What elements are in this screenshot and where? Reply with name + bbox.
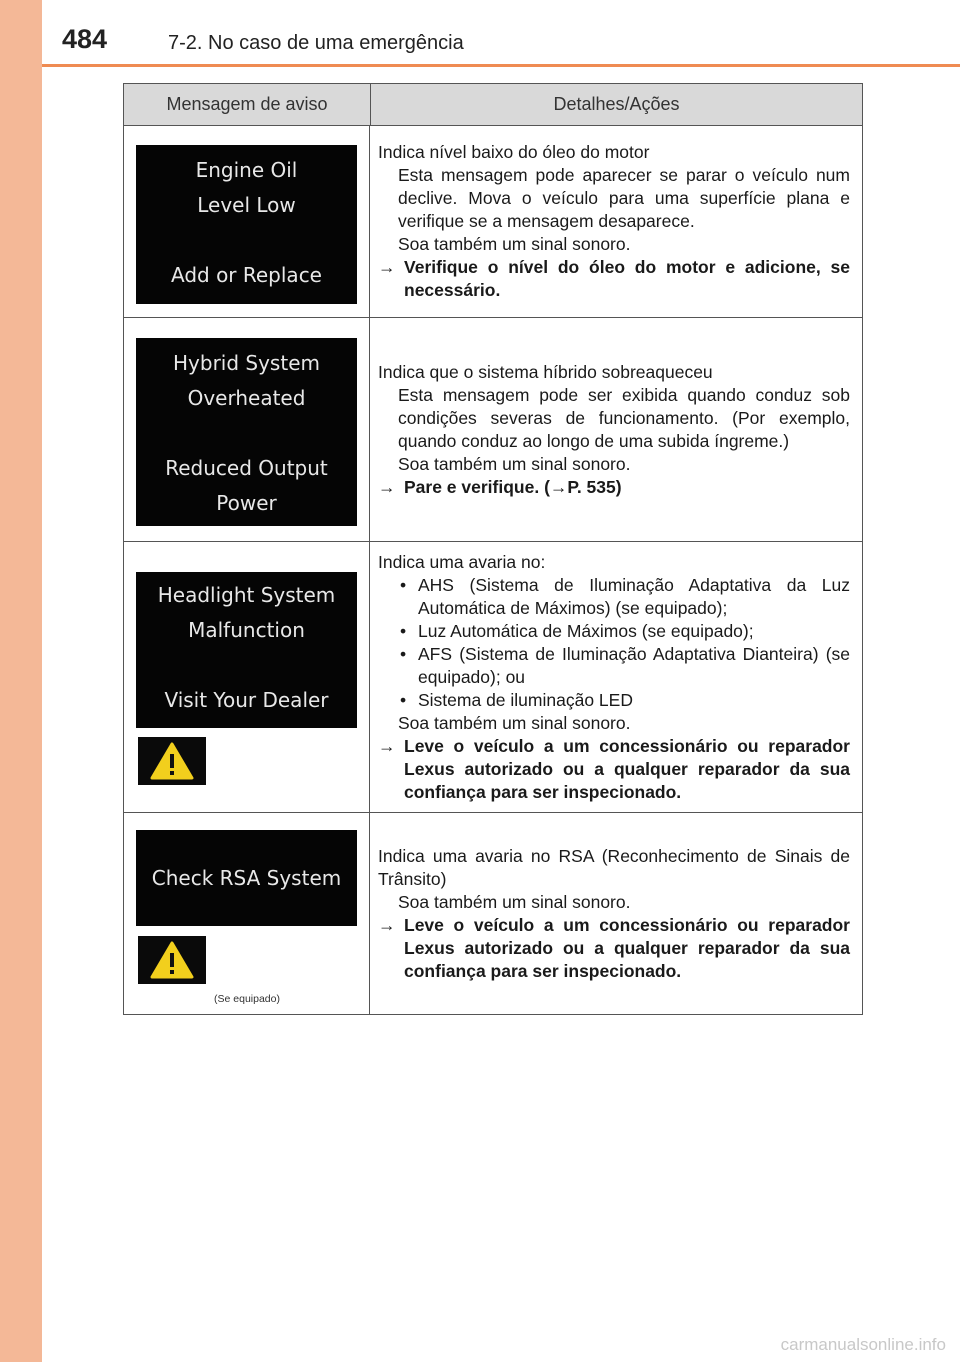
column-header-message: Mensagem de aviso <box>124 84 371 125</box>
message-display <box>136 572 357 728</box>
detail-text: Esta mensagem pode aparecer se parar o veículo num declive. Mova o veículo para uma superfície plana e verifique se a mensagem desaparece. <box>398 165 850 231</box>
display-line: Overheated <box>187 386 306 410</box>
detail-action <box>378 476 850 499</box>
details-cell <box>370 542 862 812</box>
display-line: Visit Your Dealer <box>164 688 329 712</box>
arrow-right-icon: → <box>378 914 396 935</box>
display-line: Reduced Output <box>165 456 328 480</box>
detail-title: Indica uma avaria no RSA (Reconhecimento de Sinais de Trânsito) <box>378 845 850 889</box>
bullet-item: • AFS (Sistema de Iluminação Adaptativa Dianteira) (se equipado); ou <box>378 643 850 689</box>
arrow-right-icon: → <box>378 257 396 277</box>
display-line: Malfunction <box>188 618 305 642</box>
section-title: 7-2. No caso de uma emergência <box>168 32 464 54</box>
action-text: Leve o veículo a um concessionário ou reparador Lexus autorizado ou a qualquer reparador da sua confiança para ser inspecionado. <box>404 914 850 981</box>
display-line: Check RSA System <box>151 865 342 890</box>
display-line: Power <box>216 491 277 515</box>
table-row <box>124 126 862 318</box>
display-line: Level Low <box>197 193 296 217</box>
detail-sound: Soa também um sinal sonoro. <box>398 891 631 912</box>
side-band <box>0 0 42 1362</box>
display-line: Headlight System <box>157 583 336 607</box>
bullet-item: • AHS (Sistema de Iluminação Adaptativa da Luz Automática de Máximos) (se equipado); <box>378 574 850 620</box>
message-display <box>136 145 357 304</box>
detail-text: Esta mensagem pode ser exibida quando conduz sob condições severas de funcionamento. (Por exemplo, quando conduz ao longo de uma subida íngreme.) <box>398 384 850 451</box>
details-cell <box>370 126 862 317</box>
details-cell <box>370 318 862 541</box>
watermark: carmanualsonline.info <box>780 1335 946 1354</box>
page-header <box>62 22 942 62</box>
message-cell <box>124 318 370 541</box>
warning-message-table <box>123 83 863 1015</box>
action-text: Verifique o nível do óleo do motor e adicione, se necessário. <box>404 257 850 300</box>
arrow-right-icon: → <box>378 735 396 756</box>
message-cell <box>124 126 370 317</box>
message-display <box>136 338 357 526</box>
message-display <box>136 830 357 926</box>
action-text: Leve o veículo a um concessionário ou reparador Lexus autorizado ou a qualquer reparador da sua confiança para ser inspecionado. <box>404 735 850 802</box>
detail-action <box>378 914 850 983</box>
detail-title: Indica nível baixo do óleo do motor <box>378 142 650 162</box>
table-row <box>124 318 862 542</box>
detail-title: Indica uma avaria no: <box>378 551 546 572</box>
display-line: Hybrid System <box>173 351 320 375</box>
detail-sound: Soa também um sinal sonoro. <box>398 234 631 254</box>
details-cell <box>370 813 862 1014</box>
arrow-right-icon: → <box>378 476 396 497</box>
message-cell <box>124 542 370 812</box>
action-text: Pare e verifique. (→P. 535) <box>404 476 622 497</box>
warning-triangle-icon <box>138 936 206 984</box>
column-header-details: Detalhes/Ações <box>553 94 680 114</box>
page-number: 484 <box>62 24 108 54</box>
bullet-item: • Luz Automática de Máximos (se equipado); <box>378 620 850 643</box>
header-rule <box>42 64 960 67</box>
display-line: Add or Replace <box>170 263 322 287</box>
detail-sound: Soa também um sinal sonoro. <box>398 712 631 733</box>
equipment-note: (Se equipado) <box>214 993 280 1005</box>
detail-title: Indica que o sistema híbrido sobreaqueceu <box>378 361 713 382</box>
warning-triangle-icon <box>138 737 206 785</box>
table-header <box>124 84 862 126</box>
detail-action <box>378 256 850 302</box>
table-row <box>124 542 862 813</box>
detail-action <box>378 735 850 804</box>
bullet-item: • Sistema de iluminação LED <box>378 689 850 712</box>
table-row <box>124 813 862 1014</box>
display-line: Engine Oil <box>195 158 298 182</box>
message-cell <box>124 813 370 1014</box>
detail-sound: Soa também um sinal sonoro. <box>398 453 631 474</box>
